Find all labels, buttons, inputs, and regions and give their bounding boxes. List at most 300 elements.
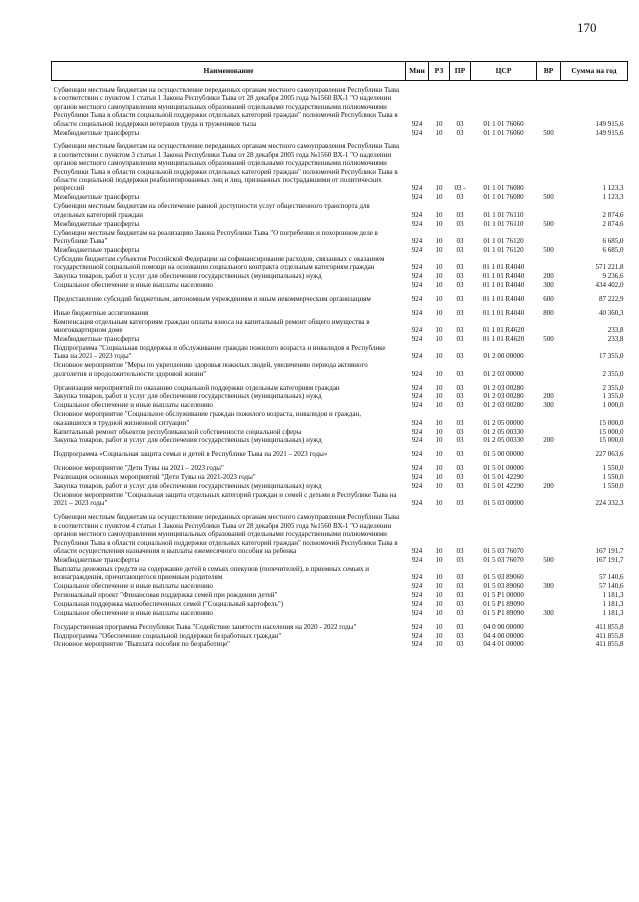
row-min: 924	[411, 622, 423, 631]
row-min: 924	[411, 245, 423, 254]
row-sum: 2 355,0	[602, 383, 624, 392]
row-vr	[537, 318, 561, 335]
row-vr: 500	[543, 555, 554, 564]
row-sum: 571 221,8	[595, 263, 624, 272]
row-vr	[537, 86, 561, 129]
row-sum: 6 685,0	[602, 236, 624, 245]
row-vr: 500	[543, 193, 554, 202]
table-row	[52, 491, 628, 508]
row-sum: 149 915,6	[595, 128, 624, 137]
row-pr: 03	[456, 436, 464, 445]
row-pr: 03	[456, 193, 464, 202]
table-row	[52, 202, 628, 219]
header-pr: ПР	[450, 62, 471, 81]
table-row	[52, 513, 628, 556]
table-row	[52, 623, 628, 632]
row-rz: 10	[435, 294, 443, 303]
row-csr: 01 5 P1 89090	[483, 599, 524, 608]
table-row	[52, 309, 628, 318]
row-min: 924	[411, 392, 423, 401]
row-rz: 10	[435, 555, 443, 564]
row-sum: 2 874,6	[602, 219, 624, 228]
row-sum: 233,8	[607, 334, 624, 343]
row-csr: 01 5 00 00000	[483, 450, 524, 459]
row-csr: 01 1 01 76120	[483, 245, 524, 254]
row-sum: 9 236,6	[602, 272, 624, 281]
row-sum: 15 000,0	[599, 418, 624, 427]
row-rz: 10	[435, 631, 443, 640]
row-vr: 200	[543, 272, 554, 281]
row-pr: 03 -	[454, 184, 466, 193]
row-name: Межбюджетные трансферты	[53, 334, 140, 343]
row-vr	[537, 428, 561, 437]
row-csr: 01 1 01 76060	[483, 128, 524, 137]
row-name: Межбюджетные трансферты	[53, 245, 140, 254]
row-vr	[537, 464, 561, 473]
row-csr: 01 5 P1 89090	[483, 608, 524, 617]
table-row	[52, 193, 628, 202]
row-sum: 1 355,0	[602, 392, 624, 401]
row-csr: 01 2 03 00280	[483, 392, 524, 401]
table-row	[52, 384, 628, 393]
row-name: Закупка товаров, работ и услуг для обеспечения государственных (муниципальных) нужд	[53, 482, 322, 491]
row-csr: 04 0 00 00000	[483, 622, 524, 631]
row-name: Основное мероприятие "Выплата пособия по безработице"	[53, 640, 231, 649]
row-vr: 300	[543, 608, 554, 617]
row-min: 924	[411, 294, 423, 303]
row-min: 924	[411, 280, 423, 289]
row-pr: 03	[456, 236, 464, 245]
row-vr: 200	[543, 482, 554, 491]
row-min: 924	[411, 418, 423, 427]
row-pr: 03	[456, 294, 464, 303]
row-rz: 10	[435, 236, 443, 245]
row-rz: 10	[435, 334, 443, 343]
table-row	[52, 335, 628, 344]
row-vr: 200	[543, 436, 554, 445]
row-pr: 03	[456, 245, 464, 254]
table-row	[52, 86, 628, 129]
row-name: Капитальный ремонт объектов республиканской собственности социальной сферы	[53, 427, 302, 436]
row-sum: 1 123,3	[602, 184, 624, 193]
row-rz: 10	[435, 263, 443, 272]
row-sum: 15 000,0	[599, 436, 624, 445]
row-min: 924	[411, 631, 423, 640]
row-min: 924	[411, 334, 423, 343]
table-row	[52, 591, 628, 600]
row-pr: 03	[456, 631, 464, 640]
row-vr	[537, 410, 561, 427]
row-csr: 01 1 01 R4040	[482, 263, 525, 272]
row-vr	[537, 513, 561, 556]
row-rz: 10	[435, 352, 443, 361]
row-vr	[537, 361, 561, 378]
row-pr: 03	[456, 326, 464, 335]
row-name: Реализация основных мероприятий "Дети Тувы на 2021-2023 годы"	[53, 473, 256, 482]
row-name: Основное мероприятие "Дети Тувы на 2021 – 2023 годы"	[53, 464, 224, 473]
table-row	[52, 401, 628, 410]
row-sum: 40 360,3	[599, 308, 624, 317]
row-vr: 200	[543, 392, 554, 401]
row-sum: 434 402,0	[595, 280, 624, 289]
row-sum: 224 332,3	[595, 499, 624, 508]
row-name: Субвенции местным бюджетам на осуществление переданных органам местного самоуправления Республики Тыва в соответствии с пунктом 1 статьи 1 Закона Республики Тыва от 28 декабря 2005 года №1560 ВХ-1 "О наделении органов местного самоуправления муниципальных образований отдельными государственными полномочиями Республики Тыва в области социальной поддержки отдельных категорий граждан" полномочий Республики Тыва в области социальной поддержки ветеранов труда и тружеников тыла	[53, 86, 400, 128]
row-pr: 03	[456, 383, 464, 392]
header-vr: ВР	[537, 62, 561, 81]
header-rz: РЗ	[429, 62, 450, 81]
row-vr: 300	[543, 401, 554, 410]
row-name: Государственная программа Республики Тыва "Содействие занятости населения на 2020 - 2022 годы"	[53, 622, 357, 631]
row-csr: 04 4 00 00000	[483, 631, 524, 640]
row-rz: 10	[435, 436, 443, 445]
row-min: 924	[411, 383, 423, 392]
table-row	[52, 565, 628, 582]
row-csr: 01 5 03 76070	[483, 546, 524, 555]
row-rz: 10	[435, 464, 443, 473]
row-sum: 411 855,8	[595, 631, 624, 640]
row-sum: 1 181,3	[602, 599, 624, 608]
row-sum: 233,8	[607, 326, 624, 335]
row-min: 924	[411, 464, 423, 473]
row-pr: 03	[456, 128, 464, 137]
row-pr: 03	[456, 392, 464, 401]
row-csr: 01 1 01 76080	[483, 193, 524, 202]
row-vr	[537, 450, 561, 459]
table-row	[52, 410, 628, 427]
row-vr	[537, 384, 561, 393]
row-sum: 6 685,0	[602, 245, 624, 254]
row-pr: 03	[456, 608, 464, 617]
row-csr: 01 5 03 76070	[483, 555, 524, 564]
row-pr: 03	[456, 573, 464, 582]
row-rz: 10	[435, 392, 443, 401]
row-vr	[537, 491, 561, 508]
row-rz: 10	[435, 573, 443, 582]
row-name: Субвенции местным бюджетам на реализацию Закона Республики Тыва "О погребении и похоронном деле в Республике Тыва"	[53, 228, 378, 245]
row-min: 924	[411, 193, 423, 202]
row-vr	[537, 591, 561, 600]
row-pr: 03	[456, 640, 464, 649]
row-sum: 167 191,7	[595, 555, 624, 564]
header-csr: ЦСР	[471, 62, 537, 81]
row-rz: 10	[435, 119, 443, 128]
row-sum: 87 222,9	[599, 294, 624, 303]
row-sum: 167 191,7	[595, 546, 624, 555]
row-csr: 01 2 03 00000	[483, 369, 524, 378]
row-name: Подпрограмма "Социальная поддержка и обслуживание граждан пожилого возраста и инвалидов в Республике Тыва на 2021 - 2023 годы"	[53, 343, 386, 361]
table-row	[52, 220, 628, 229]
row-csr: 01 5 01 42290	[483, 473, 524, 482]
row-min: 924	[411, 236, 423, 245]
row-min: 924	[411, 128, 423, 137]
row-sum: 1 000,0	[602, 401, 624, 410]
row-csr: 01 2 00 00000	[483, 352, 524, 361]
page-number: 170	[577, 20, 597, 35]
table-row	[52, 600, 628, 609]
row-rz: 10	[435, 245, 443, 254]
row-vr	[537, 344, 561, 361]
row-pr: 03	[456, 308, 464, 317]
table-row	[52, 142, 628, 193]
row-sum: 1 123,3	[602, 193, 624, 202]
row-name: Социальное обеспечение и иные выплаты населению	[53, 582, 213, 591]
row-sum: 1 550,0	[602, 464, 624, 473]
row-name: Основное мероприятие "Меры по укреплению здоровья пожилых людей, увеличению периода активного долголетия и продолжительности здоровой жизни"	[53, 361, 368, 378]
table-row	[52, 609, 628, 618]
row-rz: 10	[435, 473, 443, 482]
row-csr: 01 2 03 00280	[483, 383, 524, 392]
row-name: Компенсация отдельным категориям граждан оплаты взноса на капитальный ремонт общего имущества в многоквартирном доме	[53, 317, 370, 335]
row-min: 924	[411, 499, 423, 508]
row-csr: 01 5 03 89060	[483, 582, 524, 591]
row-pr: 03	[456, 590, 464, 599]
row-rz: 10	[435, 308, 443, 317]
table-row	[52, 392, 628, 401]
row-min: 924	[411, 210, 423, 219]
header-sum: Сумма на год	[561, 62, 628, 81]
row-vr	[537, 632, 561, 641]
table-row	[52, 450, 628, 459]
row-name: Подпрограмма "Обеспечение социальной поддержки безработных граждан"	[53, 631, 282, 640]
row-rz: 10	[435, 599, 443, 608]
row-pr: 03	[456, 369, 464, 378]
row-sum: 1 181,3	[602, 608, 624, 617]
row-min: 924	[411, 427, 423, 436]
row-sum: 1 550,0	[602, 473, 624, 482]
row-rz: 10	[435, 482, 443, 491]
row-pr: 03	[456, 401, 464, 410]
row-csr: 01 5 03 89060	[483, 573, 524, 582]
table-body	[52, 81, 628, 650]
row-csr: 01 1 01 76080	[483, 184, 524, 193]
row-pr: 03	[456, 352, 464, 361]
row-csr: 01 5 03 00000	[483, 499, 524, 508]
table-row	[52, 473, 628, 482]
row-rz: 10	[435, 272, 443, 281]
row-rz: 10	[435, 608, 443, 617]
row-name: Закупка товаров, работ и услуг для обеспечения государственных (муниципальных) нужд	[53, 272, 322, 281]
row-rz: 10	[435, 640, 443, 649]
row-rz: 10	[435, 499, 443, 508]
row-pr: 03	[456, 334, 464, 343]
table-row	[52, 318, 628, 335]
row-pr: 03	[456, 418, 464, 427]
row-name: Субвенции местным бюджетам на осуществление переданных органам местного самоуправления Республики Тыва в соответствии с пунктом 3 статьи 1 Закона Республики Тыва от 28 декабря 2005 года №1560 ВХ-1 "О наделении органов местного самоуправления муниципальных образований отдельными государственными полномочиями Республики Тыва в области социальной поддержки отдельных категорий граждан" полномочий Республики Тыва в области социальной поддержки реабилитированных лиц и лиц, признанных пострадавшими от политических репрессий	[53, 142, 400, 193]
table-row	[52, 436, 628, 445]
table-row	[52, 129, 628, 138]
row-vr	[537, 600, 561, 609]
row-pr: 03	[456, 210, 464, 219]
row-name: Социальное обеспечение и иные выплаты населению	[53, 608, 213, 617]
row-min: 924	[411, 219, 423, 228]
row-min: 924	[411, 590, 423, 599]
row-csr: 01 1 01 R4040	[482, 294, 525, 303]
row-min: 924	[411, 308, 423, 317]
row-csr: 01 5 01 00000	[483, 464, 524, 473]
row-min: 924	[411, 482, 423, 491]
row-pr: 03	[456, 599, 464, 608]
table-row	[52, 246, 628, 255]
row-vr: 300	[543, 280, 554, 289]
row-sum: 2 355,0	[602, 369, 624, 378]
row-name: Подпрограмма «Социальная защита семьи и детей в Республике Тыва на 2021 – 2023 годы»	[53, 450, 328, 459]
row-sum: 1 550,0	[602, 482, 624, 491]
row-vr	[537, 255, 561, 272]
table-row	[52, 556, 628, 565]
row-rz: 10	[435, 369, 443, 378]
row-name: Социальное обеспечение и иные выплаты населению	[53, 280, 213, 289]
row-pr: 03	[456, 582, 464, 591]
row-name: Субсидии бюджетам субъектов Российской Федерации на софинансирование расходов, связанных с оказанием государственной социальной помощи на основании социального контракта отдельным категориям граждан	[53, 254, 385, 272]
row-vr: 600	[543, 294, 554, 303]
table-header-row	[52, 62, 628, 81]
row-csr: 01 2 05 00000	[483, 418, 524, 427]
row-csr: 01 5 P1 00000	[483, 590, 524, 599]
row-name: Социальная поддержка малообеспеченных семей ("Социальный картофель")	[53, 599, 284, 608]
row-sum: 17 355,0	[599, 352, 624, 361]
row-min: 924	[411, 369, 423, 378]
table-row	[52, 428, 628, 437]
row-name: Межбюджетные трансферты	[53, 555, 140, 564]
row-min: 924	[411, 450, 423, 459]
row-csr: 01 1 01 76060	[483, 119, 524, 128]
table-row	[52, 295, 628, 304]
row-name: Закупка товаров, работ и услуг для обеспечения государственных (муниципальных) нужд	[53, 436, 322, 445]
row-pr: 03	[456, 450, 464, 459]
row-name: Основное мероприятие "Социальное обслуживание граждан пожилого возраста, инвалидов и граждан, оказавшихся в трудной жизненной ситуации"	[53, 410, 361, 427]
row-pr: 03	[456, 263, 464, 272]
row-pr: 03	[456, 622, 464, 631]
row-rz: 10	[435, 128, 443, 137]
table-row	[52, 344, 628, 361]
row-vr	[537, 202, 561, 219]
budget-table	[51, 61, 628, 649]
row-csr: 01 5 01 42290	[483, 482, 524, 491]
row-vr	[537, 565, 561, 582]
row-rz: 10	[435, 280, 443, 289]
row-vr	[537, 142, 561, 193]
row-pr: 03	[456, 464, 464, 473]
row-csr: 01 1 01 R4040	[482, 308, 525, 317]
row-min: 924	[411, 272, 423, 281]
row-rz: 10	[435, 210, 443, 219]
row-min: 924	[411, 119, 423, 128]
row-name: Субвенции местным бюджетам на обеспечение равной доступности услуг общественного транспорта для отдельных категорий граждан	[53, 202, 370, 219]
row-name: Предоставление субсидий бюджетным, автономным учреждениям и иным некоммерческим организациям	[53, 294, 371, 303]
table-row	[52, 464, 628, 473]
row-rz: 10	[435, 582, 443, 591]
table-row	[52, 272, 628, 281]
row-name: Субвенции местным бюджетам на осуществление переданных органам местного самоуправления Республики Тыва в соответствии с пунктом 4 статьи 1 Закона Республики Тыва от 28 декабря 2005 года №1560 ВХ-1 "О наделении органов местного самоуправления муниципальных образований отдельными государственными полномочиями Республики Тыва в области социальной поддержки отдельных категорий граждан" полномочий Республики Тыва в области осуществления назначения и выплаты ежемесячного пособия на ребенка	[53, 513, 400, 555]
row-rz: 10	[435, 193, 443, 202]
row-min: 924	[411, 473, 423, 482]
row-rz: 10	[435, 418, 443, 427]
row-name: Социальное обеспечение и иные выплаты населению	[53, 401, 213, 410]
header-min: Мин	[406, 62, 429, 81]
row-name: Выплаты денежных средств на содержание детей в семьях опекунов (попечителей), в приемных семьях и вознаграждения, причитающегося приемным родителям	[53, 564, 369, 582]
table-row	[52, 255, 628, 272]
row-name: Основное мероприятие "Социальная защита отдельных категорий граждан и семей с детьми в Республике Тыва на 2021 – 2023 годы"	[53, 490, 397, 508]
row-sum: 1 181,3	[602, 590, 624, 599]
table-row	[52, 229, 628, 246]
row-min: 924	[411, 436, 423, 445]
row-pr: 03	[456, 427, 464, 436]
row-rz: 10	[435, 219, 443, 228]
row-pr: 03	[456, 473, 464, 482]
row-rz: 10	[435, 450, 443, 459]
table-row	[52, 482, 628, 491]
row-min: 924	[411, 573, 423, 582]
row-vr: 500	[543, 219, 554, 228]
table-row	[52, 632, 628, 641]
row-name: Организация мероприятий по оказанию социальной поддержки отдельным категориям граждан	[53, 383, 340, 392]
row-min: 924	[411, 263, 423, 272]
row-name: Межбюджетные трансферты	[53, 128, 140, 137]
row-rz: 10	[435, 401, 443, 410]
row-csr: 01 2 05 00330	[483, 436, 524, 445]
row-pr: 03	[456, 499, 464, 508]
row-min: 924	[411, 555, 423, 564]
row-vr: 800	[543, 308, 554, 317]
row-pr: 03	[456, 555, 464, 564]
row-min: 924	[411, 608, 423, 617]
table-row	[52, 361, 628, 378]
row-vr	[537, 473, 561, 482]
row-vr	[537, 229, 561, 246]
row-min: 924	[411, 326, 423, 335]
row-pr: 03	[456, 219, 464, 228]
row-vr: 500	[543, 334, 554, 343]
row-vr	[537, 640, 561, 649]
header-name: Наименование	[52, 62, 406, 81]
row-csr: 01 1 01 R4620	[482, 326, 525, 335]
row-min: 924	[411, 640, 423, 649]
row-vr: 300	[543, 582, 554, 591]
row-name: Межбюджетные трансферты	[53, 193, 140, 202]
row-vr	[537, 623, 561, 632]
row-sum: 411 855,8	[595, 622, 624, 631]
row-name: Иные бюджетные ассигнования	[53, 308, 149, 317]
row-sum: 149 915,6	[595, 119, 624, 128]
row-min: 924	[411, 401, 423, 410]
row-csr: 01 1 01 R4040	[482, 272, 525, 281]
row-name: Закупка товаров, работ и услуг для обеспечения государственных (муниципальных) нужд	[53, 392, 322, 401]
row-vr: 500	[543, 128, 554, 137]
row-sum: 2 874,6	[602, 210, 624, 219]
row-min: 924	[411, 582, 423, 591]
table-row	[52, 582, 628, 591]
row-csr: 01 1 01 76110	[483, 219, 524, 228]
row-sum: 57 140,6	[599, 573, 624, 582]
row-rz: 10	[435, 383, 443, 392]
row-name: Региональный проект "Финансовая поддержка семей при рождении детей"	[53, 590, 278, 599]
row-vr: 500	[543, 245, 554, 254]
row-sum: 227 063,6	[595, 450, 624, 459]
row-rz: 10	[435, 546, 443, 555]
row-csr: 01 1 01 R4040	[482, 280, 525, 289]
row-pr: 03	[456, 546, 464, 555]
row-pr: 03	[456, 280, 464, 289]
row-csr: 01 1 01 76110	[483, 210, 524, 219]
row-min: 924	[411, 352, 423, 361]
row-pr: 03	[456, 119, 464, 128]
row-pr: 03	[456, 482, 464, 491]
row-min: 924	[411, 184, 423, 193]
row-csr: 01 2 03 00280	[483, 401, 524, 410]
row-rz: 10	[435, 427, 443, 436]
row-sum: 15 000,0	[599, 427, 624, 436]
row-csr: 01 2 05 00330	[483, 427, 524, 436]
